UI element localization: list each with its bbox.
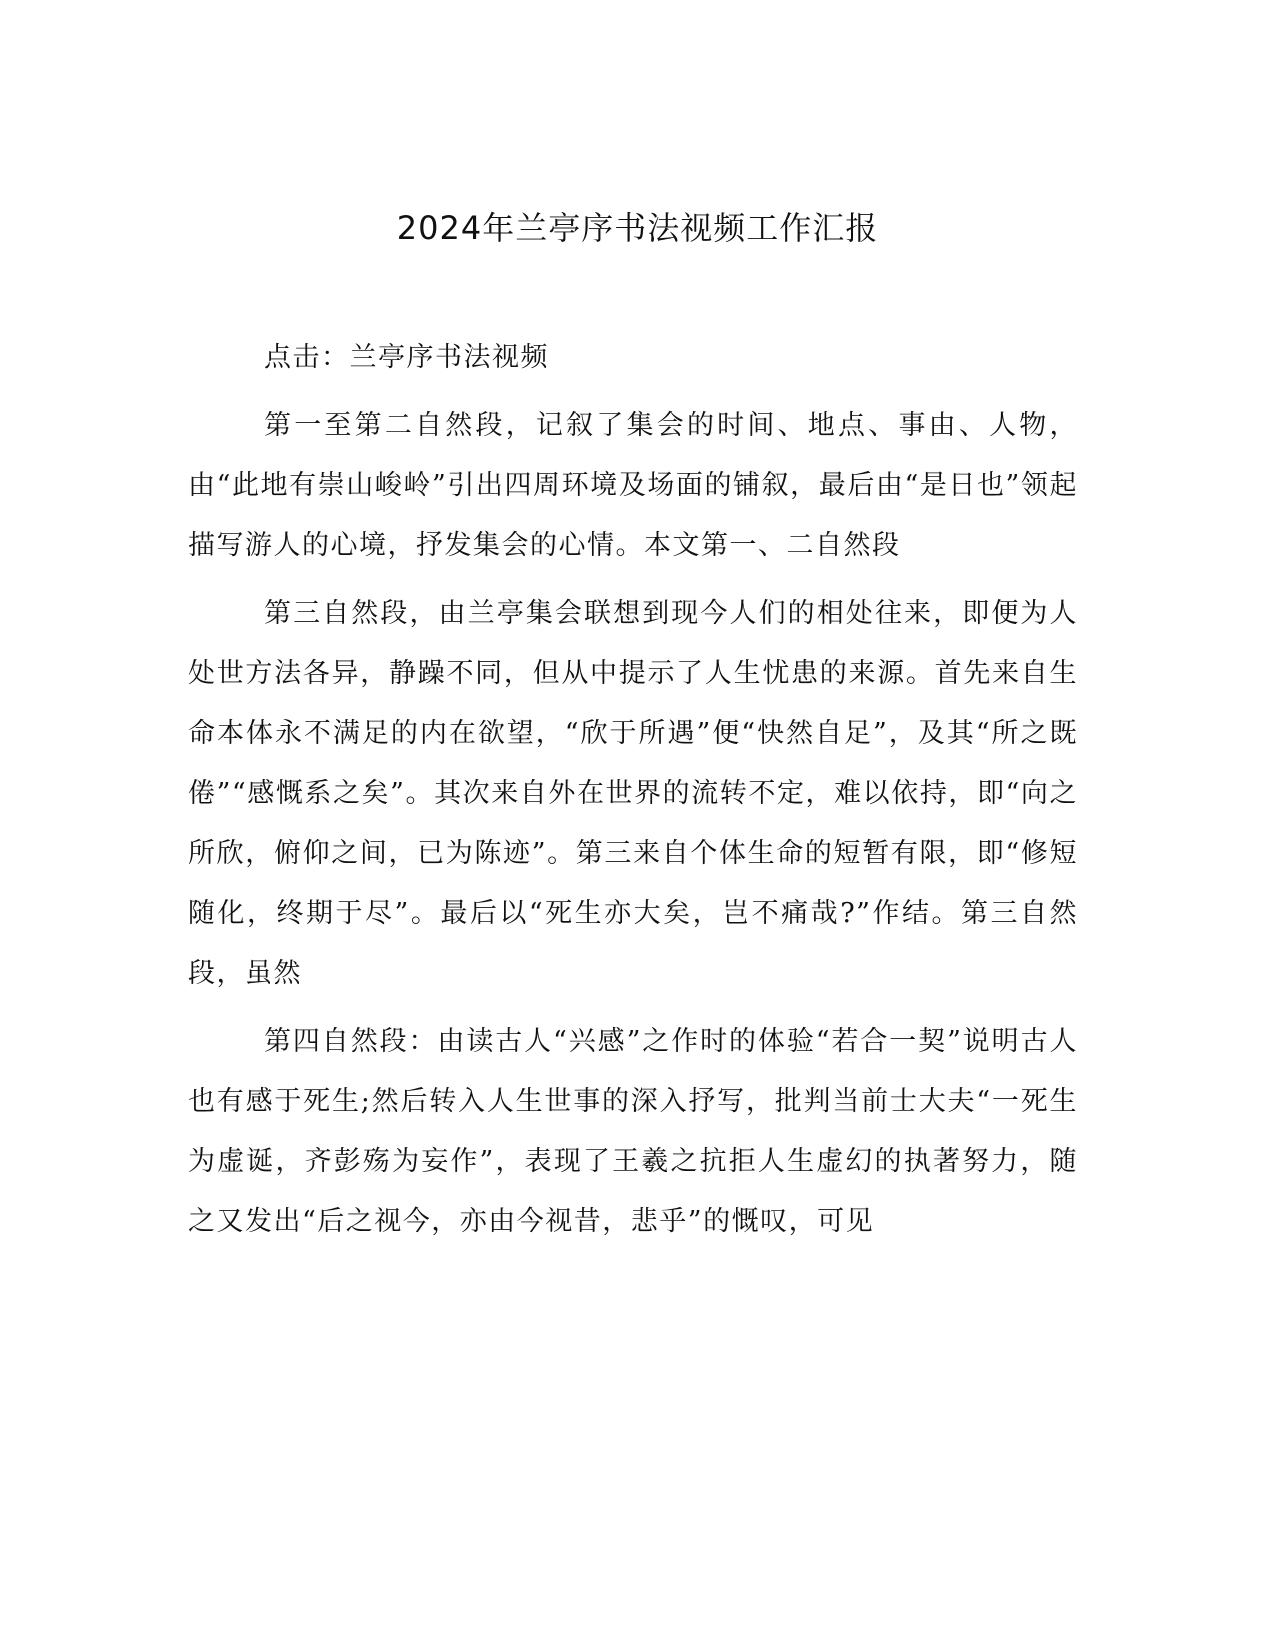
- paragraph-link-line: 点击：兰亭序书法视频: [264, 342, 549, 373]
- document-title: 2024年兰亭序书法视频工作汇报: [396, 209, 879, 247]
- paragraph-three: 第三自然段，由兰亭集会联想到现今人们的相处往来，即便为人处世方法各异，静躁不同，但从中提示了人生忧患的来源。首先来自生命本体永不满足的内在欲望，“欣于所遇”便“快然自足”，及其“所之既倦”“感慨系之矣”。其次来自外在世界的流转不定，难以依持，即“向之所欣，俯仰之间，已为陈迹”。第三来自个体生命的短暂有限，即“修短随化，终期于尽”。最后以“死生亦大矣，岂不痛哉?”作结。第三自然段，虽然: [188, 598, 1078, 989]
- document-body: [188, 328, 1078, 1260]
- paragraph-one-two: 第一至第二自然段，记叙了集会的时间、地点、事由、人物，由“此地有崇山峻岭”引出四周环境及场面的铺叙，最后由“是日也”领起描写游人的心境，抒发集会的心情。本文第一、二自然段: [188, 410, 1078, 561]
- paragraph-four: 第四自然段：由读古人“兴感”之作时的体验“若合一契”说明古人也有感于死生;然后转入人生世事的深入抒写，批判当前士大夫“一死生为虚诞，齐彭殇为妄作”，表现了王羲之抗拒人生虚幻的执著努力，随之又发出“后之视今，亦由今视昔，悲乎”的慨叹，可见: [188, 1026, 1078, 1237]
